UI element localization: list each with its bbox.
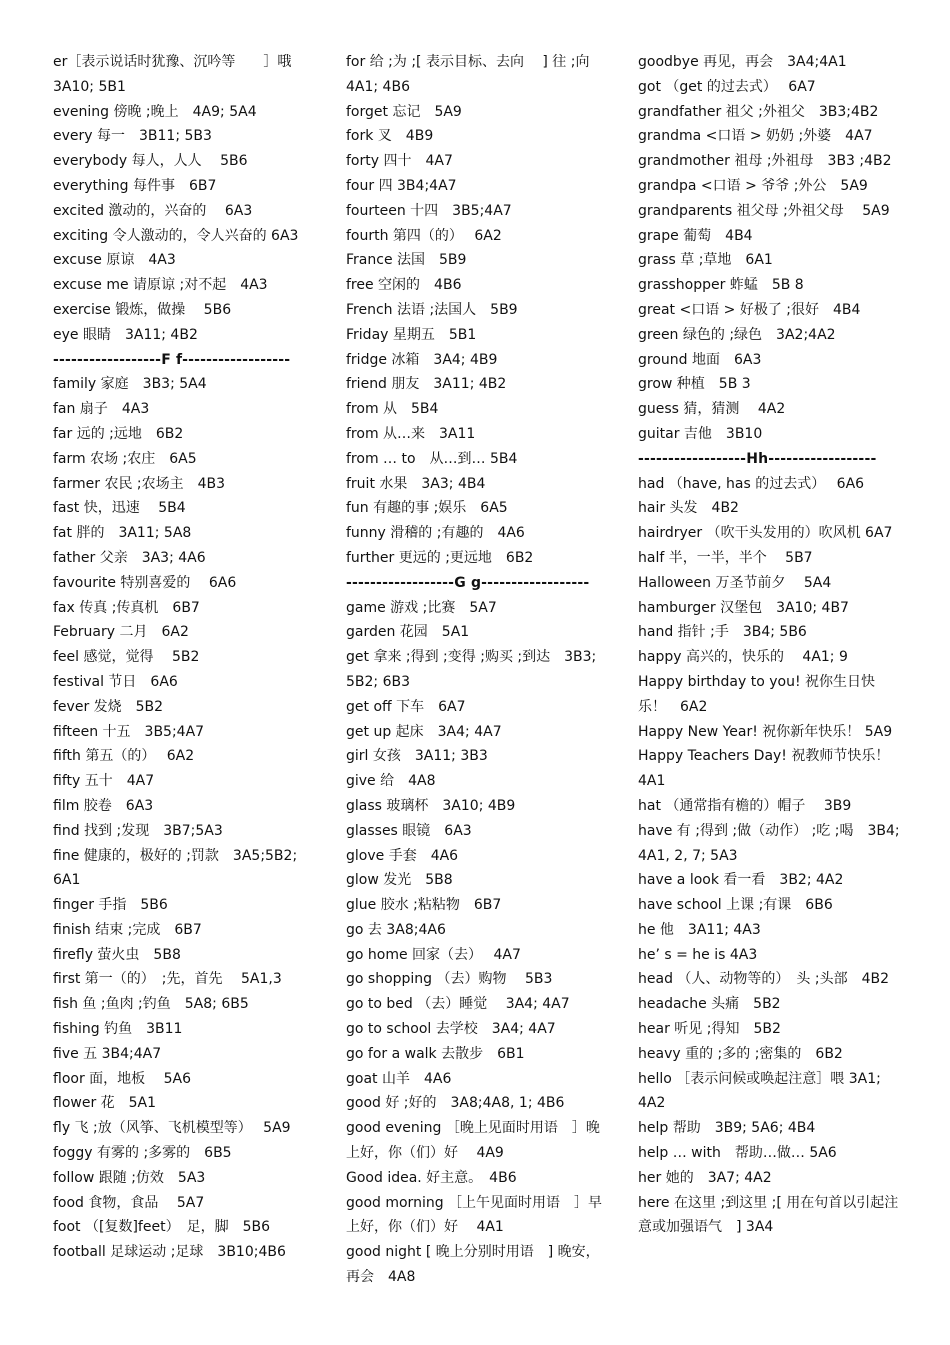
vocab-entry: go home 回家（去） 4A7: [346, 946, 521, 963]
vocab-entry: good night [ 晚上分别时用语 ] 晚安，再会 4A8: [346, 1244, 600, 1286]
column-1: [53, 50, 315, 1265]
vocab-entry: free 空闲的 4B6: [346, 277, 462, 294]
vocab-entry: father 父亲 3A3; 4A6: [53, 549, 206, 566]
vocab-entry: garden 花园 5A1: [346, 624, 470, 641]
vocab-entry: forty 四十 4A7: [346, 153, 453, 170]
vocab-entry: Happy New Year! 祝你新年快乐！ 5A9: [638, 723, 893, 740]
vocab-entry: get up 起床 3A4; 4A7: [346, 723, 502, 740]
vocab-entry: hairdryer （吹干头发用的）吹风机 6A7: [638, 525, 893, 542]
vocab-entry: fifty 五十 4A7: [53, 773, 155, 790]
vocab-entry: ground 地面 6A3: [638, 351, 762, 368]
vocab-entry: every 每一 3B11; 5B3: [53, 128, 212, 145]
vocab-entry: glass 玻璃杯 3A10; 4B9: [346, 797, 516, 814]
vocab-entry: grandpa <口语 > 爷爷 ;外公 5A9: [638, 177, 868, 194]
vocab-entry: food 食物，食品 5A7: [53, 1194, 205, 1211]
vocab-entry: fruit 水果 3A3; 4B4: [346, 475, 486, 492]
vocab-entry: go for a walk 去散步 6B1: [346, 1045, 525, 1062]
vocab-entry: fridge 冰箱 3A4; 4B9: [346, 351, 498, 368]
vocab-entry: follow 跟随 ;仿效 5A3: [53, 1169, 206, 1186]
vocab-entry: French 法语 ;法国人 5B9: [346, 301, 518, 318]
vocab-entry: have 有 ;得到 ;做（动作） ;吃 ;喝 3B4; 4A1, 2, 7; 5A3: [638, 822, 900, 864]
vocab-entry: funny 滑稽的 ;有趣的 4A6: [346, 525, 525, 542]
vocab-entry: festival 节日 6A6: [53, 673, 178, 690]
vocab-entry: further 更远的 ;更远地 6B2: [346, 549, 534, 566]
vocab-entry: good 好 ;好的 3A8;4A8, 1; 4B6: [346, 1095, 565, 1112]
vocab-entry: goodbye 再见，再会 3A4;4A1: [638, 54, 847, 70]
column-2: [346, 50, 608, 1290]
vocab-entry: good evening ［晚上见面时用语 ］晚上好，你（们）好 4A9: [346, 1120, 600, 1162]
vocab-entry: February 二月 6A2: [53, 624, 189, 641]
vocab-entry: go shopping （去）购物 5B3: [346, 971, 553, 988]
vocab-entry: hamburger 汉堡包 3A10; 4B7: [638, 599, 849, 616]
column-3: [638, 50, 904, 1240]
vocab-entry: grape 葡萄 4B4: [638, 227, 753, 244]
vocab-entry: fifth 第五（的） 6A2: [53, 748, 195, 765]
vocab-entry: excuse me 请原谅 ;对不起 4A3: [53, 277, 268, 294]
vocab-entry: get 拿来 ;得到 ;变得 ;购买 ;到达 3B3; 5B2; 6B3: [346, 649, 597, 690]
vocab-entry: firefly 萤火虫 5B8: [53, 946, 181, 963]
vocab-entry: fifteen 十五 3B5;4A7: [53, 723, 205, 740]
vocab-entry: fine 健康的，极好的 ;罚款 3A5;5B2; 6A1: [53, 847, 298, 889]
vocab-entry: farmer 农民 ;农场主 4B3: [53, 475, 226, 492]
vocab-entry: fourth 第四（的） 6A2: [346, 227, 502, 244]
vocab-entry: far 远的 ;远地 6B2: [53, 425, 184, 442]
vocab-entry: grandmother 祖母 ;外祖母 3B3 ;4B2: [638, 153, 892, 170]
vocab-entry: have school 上课 ;有课 6B6: [638, 897, 833, 914]
vocab-entry: guitar 吉他 3B10: [638, 425, 763, 442]
vocab-entry: half 半，一半，半个 5B7: [638, 549, 813, 566]
vocab-entry: grandma <口语 > 奶奶 ;外婆 4A7: [638, 128, 873, 145]
vocab-entry: from 从 5B4: [346, 401, 439, 418]
vocab-entry: hat （通常指有檐的）帽子 3B9: [638, 797, 852, 814]
vocab-entry: finger 手指 5B6: [53, 897, 168, 914]
vocab-entry: fly 飞 ;放（风筝、飞机模型等） 5A9: [53, 1120, 291, 1137]
vocab-entry: happy 高兴的，快乐的 4A1; 9: [638, 649, 848, 666]
vocab-entry: glue 胶水 ;粘粘物 6B7: [346, 897, 502, 914]
vocab-entry: Halloween 万圣节前夕 5A4: [638, 574, 832, 591]
vocab-entry: glove 手套 4A6: [346, 847, 459, 864]
vocab-entry: glasses 眼镜 6A3: [346, 822, 472, 839]
vocab-entry: everything 每件事 6B7: [53, 177, 217, 194]
vocab-entry: four 四 3B4;4A7: [346, 177, 457, 194]
vocab-entry: go 去 3A8;4A6: [346, 921, 446, 938]
vocab-entry: had （have, has 的过去式） 6A6: [638, 475, 865, 492]
vocab-entry: heavy 重的 ;多的 ;密集的 6B2: [638, 1045, 843, 1062]
vocab-entry: Happy birthday to you! 祝你生日快乐！ 6A2: [638, 673, 876, 715]
vocab-entry: here 在这里 ;到这里 ;[ 用在句首以引起注意或加强语气 ] 3A4: [638, 1194, 899, 1236]
vocab-entry: fork 叉 4B9: [346, 128, 434, 145]
vocab-entry: good morning ［上午见面时用语 ］早上好，你（们）好 4A1: [346, 1194, 603, 1236]
vocab-entry: grasshopper 蚱蜢 5B 8: [638, 277, 804, 294]
vocab-entry: hair 头发 4B2: [638, 500, 739, 517]
vocab-entry: exercise 锻炼，做操 5B6: [53, 301, 232, 318]
vocab-entry: Happy Teachers Day! 祝教师节快乐！ 4A1: [638, 748, 904, 790]
vocab-entry: green 绿色的 ;绿色 3A2;4A2: [638, 326, 836, 343]
vocab-entry: he’ s = he is 4A3: [638, 946, 758, 963]
section-divider: ------------------Hh------------------: [638, 450, 877, 467]
vocab-entry: film 胶卷 6A3: [53, 797, 154, 814]
vocab-entry: grow 种植 5B 3: [638, 376, 751, 393]
vocab-entry: for 给 ;为 ;[ 表示目标、去向 ] 往 ;向 4A1; 4B6: [346, 54, 590, 95]
vocab-entry: Friday 星期五 5B1: [346, 326, 477, 343]
vocab-entry: fan 扇子 4A3: [53, 401, 150, 418]
vocab-entry: have a look 看一看 3B2; 4A2: [638, 872, 844, 889]
vocab-entry: farm 农场 ;农庄 6A5: [53, 450, 197, 467]
vocab-entry: excuse 原谅 4A3: [53, 252, 176, 269]
vocab-entry: hear 听见 ;得知 5B2: [638, 1021, 781, 1038]
vocab-entry: from … to 从…到… 5B4: [346, 450, 518, 467]
vocab-entry: friend 朋友 3A11; 4B2: [346, 376, 507, 393]
vocab-entry: fax 传真 ;传真机 6B7: [53, 599, 200, 616]
vocab-entry: foot （[复数]feet） 足，脚 5B6: [53, 1219, 270, 1236]
vocab-entry: foggy 有雾的 ;多雾的 6B5: [53, 1145, 232, 1162]
vocab-entry: France 法国 5B9: [346, 252, 467, 269]
vocab-entry: give 给 4A8: [346, 773, 436, 790]
vocab-entry: he 他 3A11; 4A3: [638, 921, 761, 938]
vocab-entry: fever 发烧 5B2: [53, 698, 164, 715]
vocab-entry: find 找到 ;发现 3B7;5A3: [53, 822, 223, 839]
vocab-entry: favourite 特别喜爱的 6A6: [53, 574, 237, 591]
vocab-entry: feel 感觉，觉得 5B2: [53, 649, 200, 666]
vocab-entry: first 第一（的） ;先，首先 5A1,3: [53, 971, 282, 988]
vocab-entry: exciting 令人激动的，令人兴奋的 6A3: [53, 227, 299, 244]
vocab-entry: five 五 3B4;4A7: [53, 1045, 162, 1062]
vocab-entry: help 帮助 3B9; 5A6; 4B4: [638, 1120, 816, 1137]
vocab-entry: fish 鱼 ;鱼肉 ;钓鱼 5A8; 6B5: [53, 996, 249, 1013]
vocab-entry: grandfather 祖父 ;外祖父 3B3;4B2: [638, 103, 879, 120]
vocab-entry: head （人、动物等的） 头 ;头部 4B2: [638, 971, 889, 988]
vocab-entry: grass 草 ;草地 6A1: [638, 252, 773, 269]
vocab-entry: from 从…来 3A11: [346, 425, 476, 442]
vocab-entry: girl 女孩 3A11; 3B3: [346, 748, 488, 765]
vocab-entry: help … with 帮助…做… 5A6: [638, 1145, 837, 1162]
vocab-entry: guess 猜，猜测 4A2: [638, 401, 786, 418]
vocab-entry: excited 激动的，兴奋的 6A3: [53, 202, 253, 219]
vocab-entry: go to bed （去）睡觉 3A4; 4A7: [346, 996, 570, 1013]
vocab-entry: forget 忘记 5A9: [346, 103, 462, 120]
vocab-entry: grandparents 祖父母 ;外祖父母 5A9: [638, 202, 890, 219]
vocab-entry: eye 眼睛 3A11; 4B2: [53, 326, 198, 343]
vocab-entry: fast 快，迅速 5B4: [53, 500, 186, 517]
vocab-entry: goat 山羊 4A6: [346, 1070, 452, 1087]
vocab-entry: Good idea. 好主意。 4B6: [346, 1169, 517, 1186]
vocab-entry: go to school 去学校 3A4; 4A7: [346, 1021, 556, 1038]
vocab-entry: got （get 的过去式） 6A7: [638, 78, 816, 95]
vocab-entry: fat 胖的 3A11; 5A8: [53, 525, 192, 542]
vocab-entry: fun 有趣的事 ;娱乐 6A5: [346, 500, 508, 517]
vocab-entry: everybody 每人，人人 5B6: [53, 153, 248, 170]
vocab-entry: fourteen 十四 3B5;4A7: [346, 202, 512, 219]
vocab-entry: glow 发光 5B8: [346, 872, 453, 889]
vocab-entry: er［表示说话时犹豫、沉吟等 ］哦 3A10; 5B1: [53, 54, 292, 95]
vocab-entry: evening 傍晚 ;晚上 4A9; 5A4: [53, 103, 257, 120]
vocab-entry: hello ［表示问候或唤起注意］喂 3A1; 4A2: [638, 1070, 881, 1112]
vocab-entry: hand 指针 ;手 3B4; 5B6: [638, 624, 807, 641]
vocab-entry: game 游戏 ;比赛 5A7: [346, 599, 497, 616]
section-divider: ------------------F f------------------: [53, 351, 291, 368]
vocab-entry: great <口语 > 好极了 ;很好 4B4: [638, 301, 861, 318]
vocab-entry: finish 结束 ;完成 6B7: [53, 921, 202, 938]
vocab-entry: her 她的 3A7; 4A2: [638, 1169, 772, 1186]
vocab-entry: get off 下车 6A7: [346, 698, 466, 715]
section-divider: ------------------G g------------------: [346, 574, 590, 591]
vocab-entry: family 家庭 3B3; 5A4: [53, 376, 207, 393]
vocab-entry: flower 花 5A1: [53, 1095, 157, 1112]
vocab-entry: floor 面，地板 5A6: [53, 1070, 191, 1087]
vocab-entry: football 足球运动 ;足球 3B10;4B6: [53, 1244, 286, 1261]
vocab-entry: headache 头痛 5B2: [638, 996, 781, 1013]
vocab-entry: fishing 钓鱼 3B11: [53, 1021, 183, 1038]
